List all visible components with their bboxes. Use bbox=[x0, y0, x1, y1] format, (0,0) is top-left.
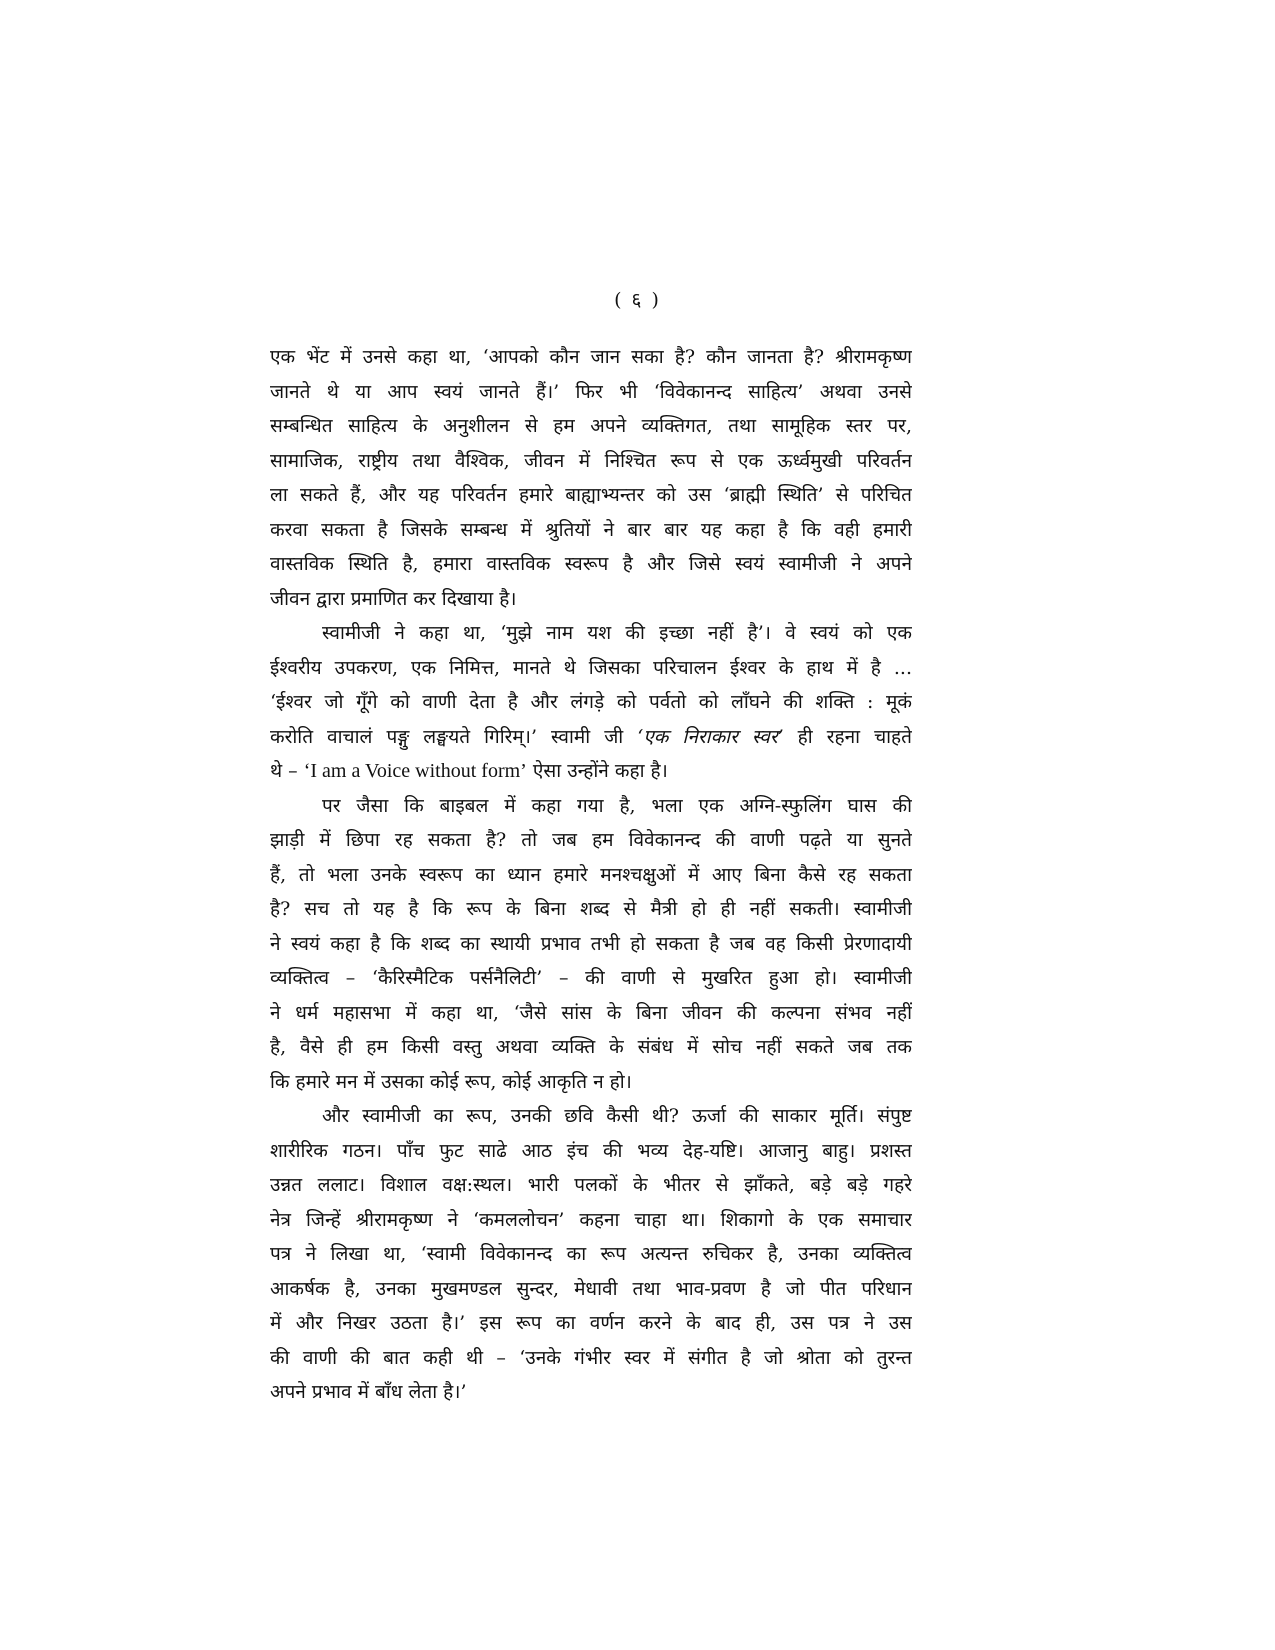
text-line: ला सकते हैं, और यह परिवर्तन हमारे बाह्याभ्यन्तर को उस ‘ब्राह्मी स्थिति’ से परिचित bbox=[270, 484, 912, 506]
text-line: वास्तविक स्थिति है, हमारा वास्तविक स्वरूप है और जिसे स्वयं स्वामीजी ने अपने bbox=[270, 553, 912, 575]
text-run: ही रहना चाहते bbox=[783, 725, 912, 748]
text-line: सामाजिक, राष्ट्रीय तथा वैश्विक, जीवन में निश्चित रूप से एक ऊर्ध्वमुखी परिवर्तन bbox=[270, 449, 912, 472]
text-line: जानते थे या आप स्वयं जानते हैं।’ फिर भी ‘विवेकानन्द साहित्य’ अथवा उनसे bbox=[270, 380, 912, 403]
text-line: व्यक्तित्व – ‘कैरिस्मैटिक पर्सनैलिटी’ – की वाणी से मुखरित हुआ हो। स्वामीजी bbox=[270, 967, 912, 989]
text-line bbox=[270, 754, 912, 789]
text-line: ने धर्म महासभा में कहा था, ‘जैसे सांस के बिना जीवन की कल्पना संभव नहीं bbox=[270, 1001, 912, 1024]
text-line: अपने प्रभाव में बाँध लेता है।’ bbox=[270, 1381, 467, 1403]
paragraph-3 bbox=[270, 789, 912, 1100]
body-text bbox=[270, 340, 912, 1410]
text-line: है, वैसे ही हम किसी वस्तु अथवा व्यक्ति के संबंध में सोच नहीं सकते जब तक bbox=[270, 1036, 912, 1058]
text-line: है? सच तो यह है कि रूप के बिना शब्द से मैत्री हो ही नहीं सकती। स्वामीजी bbox=[270, 898, 912, 920]
text-line: नेत्र जिन्हें श्रीरामकृष्ण ने ‘कमललोचन’ कहना चाहा था। शिकागो के एक समाचार bbox=[270, 1208, 912, 1231]
text-line: में और निखर उठता है।’ इस रूप का वर्णन करने के बाद ही, उस पत्र ने उस bbox=[270, 1312, 912, 1334]
text-run: करोति वाचालं पङ्गु लङ्घयते गिरिम्।’ स्वामी जी bbox=[270, 725, 638, 748]
text-run: ऐसा उन्होंने कहा है। bbox=[526, 760, 668, 782]
text-line: पर जैसा कि बाइबल में कहा गया है, भला एक अग्नि-स्फुलिंग घास की bbox=[322, 794, 912, 817]
text-line bbox=[270, 720, 912, 755]
text-line: करवा सकता है जिसके सम्बन्ध में श्रुतियों ने बार बार यह कहा है कि वही हमारी bbox=[270, 518, 912, 541]
text-line: ‘ईश्वर जो गूँगे को वाणी देता है और लंगड़े को पर्वतो को लाँघने की शक्ति : मूकं bbox=[270, 691, 912, 713]
paragraph-4 bbox=[270, 1099, 912, 1410]
text-line: आकर्षक है, उनका मुखमण्डल सुन्दर, मेधावी तथा भाव-प्रवण है जो पीत परिधान bbox=[270, 1277, 912, 1300]
text-line: उन्नत ललाट। विशाल वक्ष:स्थल। भारी पलकों के भीतर से झाँकते, बड़े बड़े गहरे bbox=[270, 1174, 912, 1196]
paragraph-1 bbox=[270, 340, 912, 616]
text-line: कि हमारे मन में उसका कोई रूप, कोई आकृति न हो। bbox=[270, 1070, 632, 1093]
text-line: सम्बन्धित साहित्य के अनुशीलन से हम अपने व्यक्तिगत, तथा सामूहिक स्तर पर, bbox=[270, 415, 912, 437]
text-line: ने स्वयं कहा है कि शब्द का स्थायी प्रभाव तभी हो सकता है जब वह किसी प्रेरणादायी bbox=[270, 932, 912, 955]
page-number: ( ६ ) bbox=[614, 289, 661, 311]
text-run: थे – bbox=[270, 760, 304, 782]
text-line: ईश्वरीय उपकरण, एक निमित्त, मानते थे जिसका परिचालन ईश्वर के हाथ में है ... bbox=[270, 656, 912, 679]
text-line: झाड़ी में छिपा रह सकता है? तो जब हम विवेकानन्द की वाणी पढ़ते या सुनते bbox=[270, 829, 912, 851]
text-line: शारीरिक गठन। पाँच फुट साढे आठ इंच की भव्य देह-यष्टि। आजानु बाहु। प्रशस्त bbox=[270, 1139, 912, 1162]
text-line: जीवन द्वारा प्रमाणित कर दिखाया है। bbox=[270, 587, 517, 610]
italic-phrase: ‘एक निराकार स्वर’ bbox=[637, 725, 784, 748]
text-line: और स्वामीजी का रूप, उनकी छवि कैसी थी? ऊर्जा की साकार मूर्ति। संपुष्ट bbox=[322, 1105, 912, 1127]
text-line: हैं, तो भला उनके स्वरूप का ध्यान हमारे मनश्चक्षुओं में आए बिना कैसे रह सकता bbox=[270, 863, 912, 886]
text-line: एक भेंट में उनसे कहा था, ‘आपको कौन जान सका है? कौन जानता है? श्रीरामकृष्ण bbox=[270, 346, 912, 368]
text-line: की वाणी की बात कही थी – ‘उनके गंभीर स्वर में संगीत है जो श्रोता को तुरन्त bbox=[270, 1346, 912, 1369]
paragraph-2 bbox=[270, 616, 912, 789]
english-quote: ‘I am a Voice without form’ bbox=[303, 760, 527, 782]
text-line: स्वामीजी ने कहा था, ‘मुझे नाम यश की इच्छा नहीं है’। वे स्वयं को एक bbox=[322, 622, 912, 644]
text-line: पत्र ने लिखा था, ‘स्वामी विवेकानन्द का रूप अत्यन्त रुचिकर है, उनका व्यक्तित्व bbox=[270, 1243, 912, 1265]
